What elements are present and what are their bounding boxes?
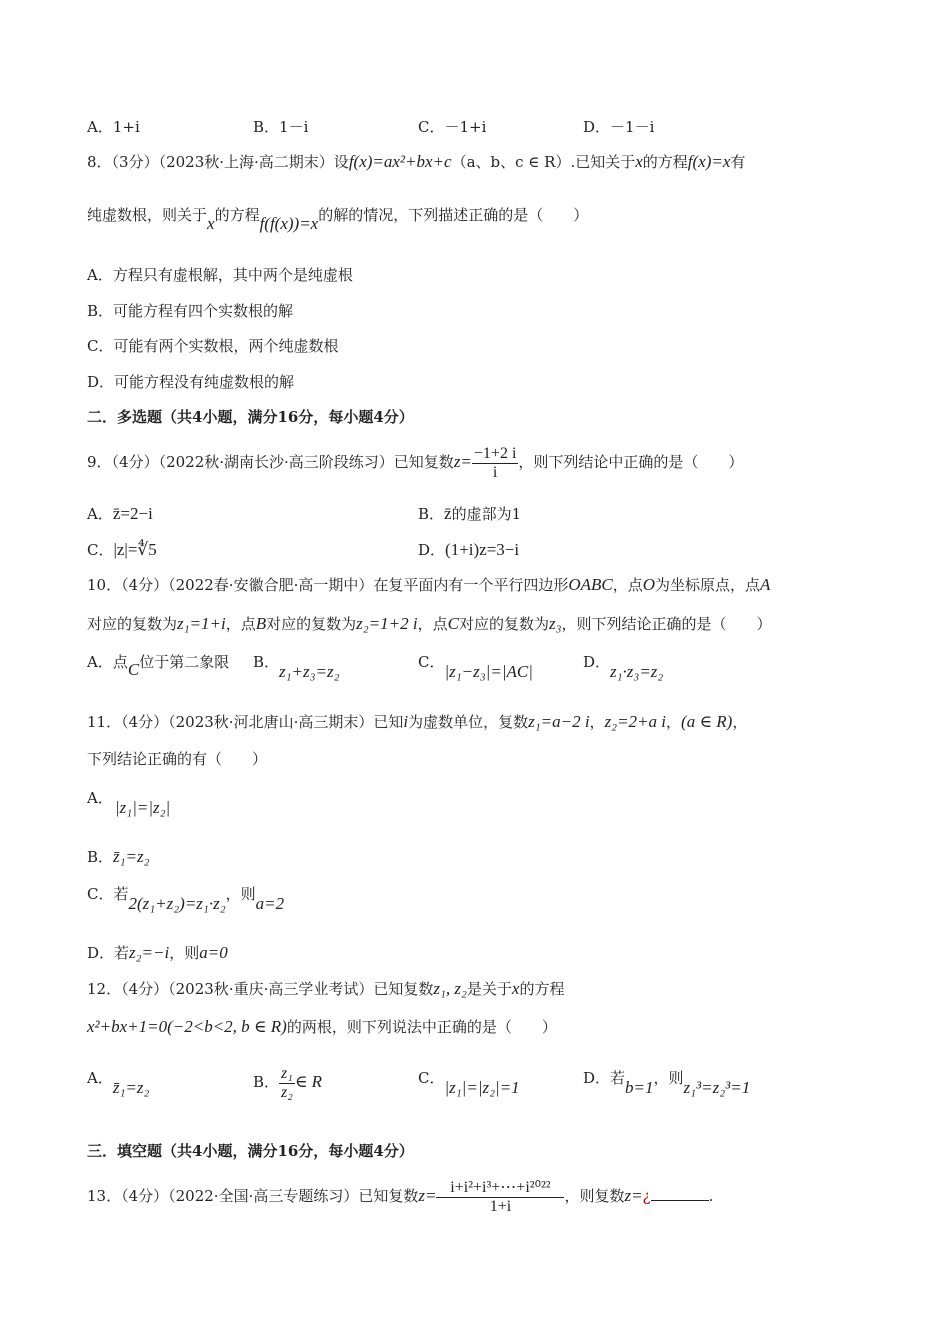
q12-b-label: B． [253, 1073, 280, 1091]
q13-mark: ¿ [642, 1187, 651, 1205]
q13-answer-blank[interactable] [651, 1200, 709, 1201]
q9-suffix: ，则下列结论中正确的是（ ） [518, 453, 744, 471]
q13-prefix: 13．（4分）（2022·全国·高三专题练习）已知复数 [87, 1187, 419, 1205]
q10-l2-a: 对应的复数为 [87, 615, 178, 633]
q12-b-fraction [279, 1065, 295, 1102]
q12-l1-c: 的方程 [519, 980, 565, 998]
q13-numerator: i+i²+i³+⋯+i²⁰²² [436, 1179, 564, 1198]
q11-l1-a: 11．（4分）（2023秋·河北唐山·高三期末）已知 [87, 713, 404, 731]
q11-option-b [87, 847, 150, 867]
q9-c-label: C． [87, 541, 114, 559]
q9-denominator: i [492, 463, 498, 481]
q12-eq: x²+bx+1=0(−2<b<2, b ∈ R) [87, 1017, 287, 1036]
q11-l1-b: 为虚数单位，复数 [408, 713, 529, 731]
q12-stem-line2 [87, 1017, 557, 1037]
q11-z1: z₁=a−2 i [528, 712, 590, 731]
q11-d-res: a=0 [199, 943, 228, 962]
q13-z2: z= [624, 1186, 643, 1205]
q10-d-math: z₁·z₃=z₂ [610, 662, 664, 681]
q12-d-res: z₁³=z₂³=1 [683, 1078, 751, 1097]
q9-option-a [87, 504, 153, 524]
q9-a-math: z̄=2−i [112, 504, 153, 523]
q10-l2-c: 对应的复数为 [266, 615, 357, 633]
q8-mid: .已知关于 [570, 153, 636, 171]
q11-a-label: A． [87, 789, 113, 807]
q12-b-tail: ∈ R [294, 1072, 323, 1091]
q10-z3: z₃ [548, 614, 562, 633]
q13-stem [87, 1176, 713, 1216]
q11-z2: z₂=2+a i [604, 712, 667, 731]
q11-stem-line2: 下列结论正确的有（ ） [87, 750, 268, 768]
q9-option-c [87, 540, 157, 560]
q12-b-den: z₂ [281, 1083, 293, 1101]
q11-option-c [87, 884, 285, 913]
q10-a: A [760, 575, 771, 594]
q11-a-math: |z₁|=|z₂| [115, 798, 171, 817]
q12-stem-line1 [87, 979, 564, 999]
q8-x: x [635, 152, 643, 171]
q9-numerator: −1+2 i [473, 444, 517, 462]
q10-l1-c: 为坐标原点，点 [655, 576, 761, 594]
q10-o: O [642, 575, 656, 594]
q11-b-math: z̄₁=z₂ [113, 847, 150, 866]
q10-l2-d: ，点 [417, 615, 448, 633]
q13-denominator: 1+i [489, 1197, 512, 1215]
q12-b-num: z₁ [281, 1064, 293, 1082]
q8-mid2: 的方程 [642, 153, 688, 171]
q8-end: 有 [730, 153, 746, 171]
q12-a-math: z̄₁=z₂ [112, 1078, 150, 1097]
q11-c-mid: ，则 [225, 885, 256, 903]
q10-c-label: C． [418, 653, 445, 671]
q7-option-a: A．1+i [87, 118, 140, 136]
q11-d-math: z₂=−i [129, 943, 170, 962]
q9-prefix: 9．（4分）（2022秋·湖南长沙·高三阶段练习）已知复数 [87, 453, 454, 471]
section-2-heading: 二．多选题（共4小题，满分16分，每小题4分） [87, 408, 414, 426]
q11-option-a-math [115, 798, 170, 818]
q9-d-label: D． [418, 541, 446, 559]
q11-option-a [87, 788, 113, 808]
q9-fraction [472, 445, 519, 482]
q8-line2-a: 纯虚数根，则关于 [87, 206, 208, 224]
q10-option-d [583, 652, 664, 681]
q11-c-label: C．若 [87, 885, 129, 903]
q9-a-label: A． [87, 505, 113, 523]
q12-l2-b: 的两根，则下列说法中正确的是（ ） [286, 1018, 557, 1036]
q12-c-math: |z₁|=|z₂|=1 [444, 1078, 520, 1097]
q9-option-d [418, 540, 519, 560]
q10-option-b [253, 652, 340, 681]
q10-stem-line1 [87, 575, 770, 595]
q12-d-mid: ，则 [653, 1069, 684, 1087]
q12-x: x [511, 979, 520, 998]
q12-a-label: A． [87, 1069, 113, 1087]
q10-oabc: OABC [568, 575, 613, 594]
q10-c: C [447, 614, 459, 633]
q11-sep: ， [589, 713, 605, 731]
q9-b-math: z̄ [444, 504, 452, 523]
q10-option-c [418, 652, 533, 681]
q11-stem-line1 [87, 712, 747, 732]
q10-a-label: A．点 [87, 653, 128, 671]
q10-option-a [87, 652, 230, 679]
q11-d-label: D．若 [87, 944, 130, 962]
q12-c-label: C． [418, 1069, 445, 1087]
q10-b-math: z₁+z₃=z₂ [279, 662, 340, 681]
q13-end: . [708, 1187, 714, 1205]
q10-l1-a: 10．（4分）（2022春·安徽合肥·高一期中）在复平面内有一个平行四边形 [87, 576, 569, 594]
q12-l1-a: 12．（4分）（2023秋·重庆·高三学业考试）已知复数 [87, 980, 434, 998]
q10-z2: z₂=1+2 i [356, 614, 418, 633]
q8-cond: （a、b、c ∈ R） [451, 153, 571, 171]
q9-b-label: B． [418, 505, 445, 523]
q8-stem-line2 [87, 205, 589, 233]
q10-a-c: C [127, 660, 140, 679]
q9-z: z= [453, 452, 472, 471]
section-3-heading: 三．填空题（共4小题，满分16分，每小题4分） [87, 1142, 414, 1160]
q11-c-res: a=2 [255, 894, 285, 913]
q10-b-label: B． [253, 653, 280, 671]
q13-fraction [436, 1179, 564, 1216]
q10-l2-f: ，则下列结论正确的是（ ） [561, 615, 772, 633]
q8-option-d: D．可能方程没有纯虚数根的解 [87, 373, 295, 391]
q10-c-math: |z₁−z₃|=|AC| [444, 662, 533, 681]
q10-d-label: D． [583, 653, 611, 671]
q11-cond: (a ∈ R) [681, 712, 733, 731]
q8-fx: f(x)=ax²+bx+c [348, 152, 452, 171]
q8-line2-c: 的解的情况，下列描述正确的是（ ） [318, 206, 589, 224]
q8-option-a: A．方程只有虚根解，其中两个是纯虚根 [87, 266, 353, 284]
q12-option-c [418, 1068, 520, 1097]
q8-eq: f(x)=x [687, 152, 731, 171]
q10-l2-b: ，点 [225, 615, 256, 633]
q10-l2-e: 对应的复数为 [458, 615, 549, 633]
q13-z: z= [418, 1186, 437, 1205]
q13-mid: ，则复数 [564, 1187, 625, 1205]
q11-option-d [87, 943, 228, 963]
q10-a-text: 位于第二象限 [139, 653, 230, 671]
q8-x2: x [207, 214, 215, 233]
q12-l1-b: 是关于 [466, 980, 512, 998]
q9-option-b [418, 504, 521, 524]
q11-d-mid: ，则 [169, 944, 200, 962]
q10-stem-line2 [87, 614, 772, 634]
q12-option-d [583, 1068, 751, 1097]
q12-z12: z₁, z₂ [433, 979, 467, 998]
q9-d-math: (1+i)z=3−i [445, 540, 520, 559]
q8-line2-b: 的方程 [214, 206, 260, 224]
q11-sep2: ， [666, 713, 682, 731]
q10-z1: z₁=1+i [177, 614, 226, 633]
q9-stem [87, 442, 743, 482]
q8-ffx: f(f(x))=x [259, 214, 319, 233]
q9-c-math: |z|=∜5 [113, 540, 157, 559]
q9-b-text: 的虚部为1 [451, 505, 522, 523]
q8-prefix: 8．（3分）（2023秋·上海·高二期末）设 [87, 153, 349, 171]
q12-d-b: b=1 [625, 1078, 654, 1097]
q11-end: ， [732, 713, 748, 731]
q11-i: i [403, 712, 409, 731]
q8-stem-line1 [87, 152, 745, 172]
q11-c-math: 2(z₁+z₂)=z₁·z₂ [128, 894, 226, 913]
q7-option-b: B．1－i [253, 118, 309, 136]
q8-option-c: C．可能有两个实数根，两个纯虚数根 [87, 337, 339, 355]
q12-option-a [87, 1068, 150, 1097]
q10-b: B [255, 614, 267, 633]
q11-b-label: B． [87, 848, 114, 866]
q7-option-d: D．－1－i [583, 118, 655, 136]
q12-d-label: D．若 [583, 1069, 626, 1087]
q7-option-c: C．－1+i [418, 118, 487, 136]
q10-l1-b: ，点 [612, 576, 643, 594]
q8-option-b: B．可能方程有四个实数根的解 [87, 302, 294, 320]
q12-option-b [253, 1062, 322, 1102]
